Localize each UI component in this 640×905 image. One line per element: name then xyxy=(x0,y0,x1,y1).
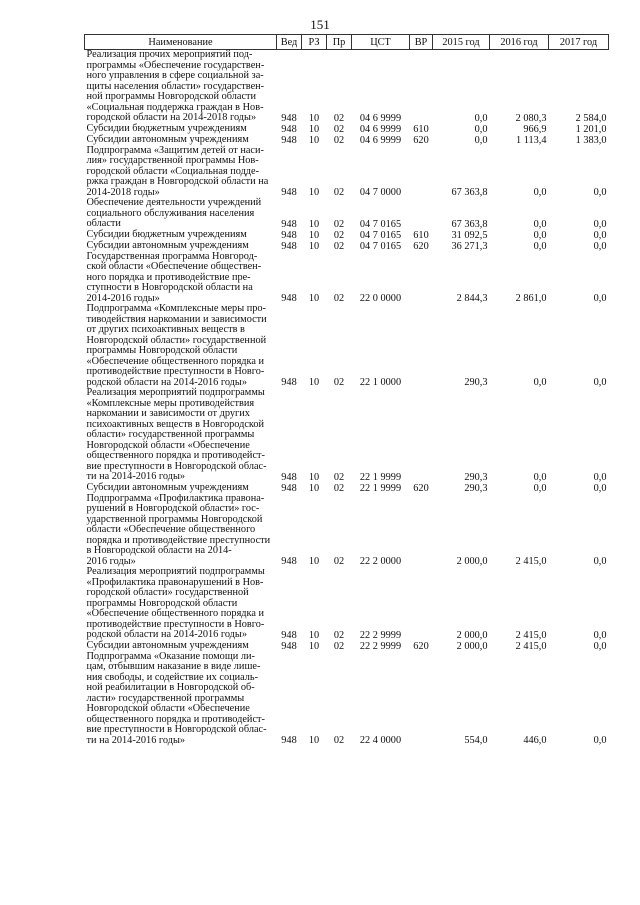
row-2016: 446,0 xyxy=(523,735,547,746)
header-cst: ЦСТ xyxy=(352,35,410,50)
row-pr: 02 xyxy=(333,471,345,483)
row-2016: 0,0 xyxy=(533,240,547,252)
row-2017: 0,0 xyxy=(593,471,607,483)
table-row xyxy=(85,304,609,388)
table-body xyxy=(85,50,609,747)
row-ved: 948 xyxy=(281,229,297,241)
row-cst: 22 2 0000 xyxy=(359,556,402,567)
row-name: Субсидии автономным учреждениям xyxy=(86,640,249,651)
row-pr: 02 xyxy=(333,556,345,567)
row-pr: 02 xyxy=(333,293,345,304)
table-row xyxy=(85,230,609,241)
table-row xyxy=(85,388,609,483)
row-rz: 10 xyxy=(308,640,320,652)
header-ved: Вед xyxy=(277,35,302,50)
row-2016: 2 415,0 xyxy=(515,629,547,641)
row-rz: 10 xyxy=(308,556,320,567)
header-pr: Пр xyxy=(327,35,352,50)
row-2015: 290,3 xyxy=(464,471,488,483)
row-rz: 10 xyxy=(308,134,320,146)
row-2015: 0,0 xyxy=(474,112,488,124)
row-ved: 948 xyxy=(281,134,297,146)
row-pr: 02 xyxy=(333,112,345,124)
row-cst: 04 6 9999 xyxy=(359,112,402,124)
table-row xyxy=(85,567,609,641)
table-row xyxy=(85,652,609,747)
row-2017: 0,0 xyxy=(593,629,607,641)
row-vr xyxy=(410,198,433,230)
row-rz: 10 xyxy=(308,187,320,198)
table-row xyxy=(85,135,609,146)
row-name: Подпрограмма «Комплексные меры про- тиводействия наркомании и зависимости от других психоактивных веществ в Новгородской области» государственной программы Новгородской области «Обеспечение общественного порядка и противодействие преступности в Новго- родской области на 2014-2016 годы» xyxy=(86,303,267,388)
header-2015: 2015 год xyxy=(433,35,490,50)
row-rz: 10 xyxy=(308,218,320,230)
row-2015: 67 363,8 xyxy=(451,187,488,198)
row-2017: 0,0 xyxy=(593,482,607,494)
row-2017: 0,0 xyxy=(593,187,607,198)
row-vr: 620 xyxy=(413,240,429,252)
row-2017: 0,0 xyxy=(593,735,607,746)
row-2016: 2 415,0 xyxy=(515,640,547,652)
row-rz: 10 xyxy=(308,629,320,641)
row-cst: 22 2 9999 xyxy=(359,640,402,652)
row-name: Реализация прочих мероприятий под- программы «Обеспечение государствен- ного управления в сфере социальной за- щиты населения области» государствен- ной программы Новгородской области «Социальная поддержка граждан в Нов- городской области на 2014-2018 годы» xyxy=(86,49,265,123)
table-row xyxy=(85,483,609,494)
row-2015: 290,3 xyxy=(464,377,488,388)
row-2017: 1 383,0 xyxy=(575,134,607,146)
row-pr: 02 xyxy=(333,629,345,641)
row-2016: 2 415,0 xyxy=(515,556,547,567)
row-rz: 10 xyxy=(308,377,320,388)
table-row xyxy=(85,124,609,135)
row-cst: 22 0 0000 xyxy=(359,293,402,304)
row-rz: 10 xyxy=(308,240,320,252)
row-name: Государственная программа Новгород- ской области «Обеспечение обществен- ного порядка и противодействие пре- ступности в Новгородской области на 2014-2016 годы» xyxy=(86,250,262,304)
row-pr: 02 xyxy=(333,377,345,388)
row-rz: 10 xyxy=(308,293,320,304)
row-2017: 0,0 xyxy=(593,556,607,567)
row-2015: 290,3 xyxy=(464,482,488,494)
row-2015: 36 271,3 xyxy=(451,240,488,252)
row-vr xyxy=(410,388,433,483)
row-2017: 0,0 xyxy=(593,240,607,252)
row-cst: 22 2 9999 xyxy=(359,629,402,641)
budget-table xyxy=(84,34,609,746)
row-pr: 02 xyxy=(333,218,345,230)
row-vr xyxy=(410,652,433,747)
row-2015: 2 000,0 xyxy=(456,640,488,652)
row-name: Субсидии автономным учреждениям xyxy=(86,240,249,251)
row-ved: 948 xyxy=(281,187,297,198)
row-cst: 22 1 0000 xyxy=(359,377,402,388)
row-ved: 948 xyxy=(281,556,297,567)
row-name: Обеспечение деятельности учреждений социального обслуживания населения области xyxy=(86,197,262,229)
row-2016: 0,0 xyxy=(533,471,547,483)
row-cst: 04 7 0165 xyxy=(359,240,402,252)
row-cst: 04 6 9999 xyxy=(359,123,402,135)
table-row xyxy=(85,641,609,652)
row-2016: 0,0 xyxy=(533,482,547,494)
row-pr: 02 xyxy=(333,123,345,135)
row-2016: 2 861,0 xyxy=(515,293,547,304)
header-2017: 2017 год xyxy=(549,35,609,50)
row-ved: 948 xyxy=(281,123,297,135)
row-name: Субсидии автономным учреждениям xyxy=(86,134,249,145)
row-2017: 2 584,0 xyxy=(575,112,607,124)
row-vr xyxy=(410,567,433,641)
row-2017: 0,0 xyxy=(593,377,607,388)
row-2016: 2 080,3 xyxy=(515,112,547,124)
row-cst: 04 7 0165 xyxy=(359,229,402,241)
row-vr xyxy=(410,50,433,124)
row-cst: 04 7 0000 xyxy=(359,187,402,198)
row-cst: 22 1 9999 xyxy=(359,471,402,483)
row-2017: 0,0 xyxy=(593,218,607,230)
row-name: Субсидии автономным учреждениям xyxy=(86,482,249,493)
row-name: Субсидии бюджетным учреждениям xyxy=(86,229,247,240)
row-2015: 67 363,8 xyxy=(451,218,488,230)
row-2017: 1 201,0 xyxy=(575,123,607,135)
row-ved: 948 xyxy=(281,629,297,641)
row-name: Реализация мероприятий подпрограммы «Комплексные меры противодействия наркомании и зависимости от других психоактивных веществ в Новгородской области» государственной программы Новгородской области «Обеспечение общественного порядка и противодейст- вие преступности в Новгородской облас- ти на 2014-2016 годы» xyxy=(86,387,267,482)
row-cst: 22 1 9999 xyxy=(359,482,402,494)
row-rz: 10 xyxy=(308,229,320,241)
page-number: 151 xyxy=(310,17,330,32)
row-vr: 610 xyxy=(413,123,429,135)
row-ved: 948 xyxy=(281,471,297,483)
row-vr: 620 xyxy=(413,134,429,146)
row-2015: 554,0 xyxy=(464,735,488,746)
row-2017: 0,0 xyxy=(593,293,607,304)
row-pr: 02 xyxy=(333,187,345,198)
row-2016: 0,0 xyxy=(533,229,547,241)
row-rz: 10 xyxy=(308,123,320,135)
row-vr: 620 xyxy=(413,482,429,494)
row-pr: 02 xyxy=(333,240,345,252)
row-rz: 10 xyxy=(308,482,320,494)
row-rz: 10 xyxy=(308,471,320,483)
row-pr: 02 xyxy=(333,735,345,746)
row-pr: 02 xyxy=(333,134,345,146)
row-2017: 0,0 xyxy=(593,640,607,652)
row-name: Подпрограмма «Оказание помощи ли- цам, отбывшим наказание в виде лише- ния свободы, и содействие их социаль- ной реабилитации в Новгородской об- ласти» государственной программы Новгородской области «Обеспечение общественного порядка и противодейст- вие преступности в Новгородской облас- ти на 2014-2016 годы» xyxy=(86,650,267,746)
row-2015: 0,0 xyxy=(474,134,488,146)
row-rz: 10 xyxy=(308,735,320,746)
row-ved: 948 xyxy=(281,640,297,652)
header-vr: ВР xyxy=(410,35,433,50)
row-name: Реализация мероприятий подпрограммы «Профилактика правонарушений в Нов- городской области» государственной программы Новгородской области «Обеспечение общественного порядка и противодействие преступности в Новго- родской области на 2014-2016 годы» xyxy=(86,566,265,640)
row-ved: 948 xyxy=(281,735,297,746)
row-2016: 0,0 xyxy=(533,187,547,198)
row-ved: 948 xyxy=(281,240,297,252)
row-pr: 02 xyxy=(333,482,345,494)
row-ved: 948 xyxy=(281,377,297,388)
table-header-row xyxy=(85,35,609,50)
header-2016: 2016 год xyxy=(490,35,549,50)
row-name: Подпрограмма «Защитим детей от наси- лия» государственной программы Нов- городской области «Социальная подде- ржка граждан в Новгородской области на 2014-2018 годы» xyxy=(86,144,269,198)
row-2017: 0,0 xyxy=(593,229,607,241)
row-name: Субсидии бюджетным учреждениям xyxy=(86,123,247,134)
row-vr: 620 xyxy=(413,640,429,652)
table-row xyxy=(85,241,609,252)
row-name: Подпрограмма «Профилактика правона- рушений в Новгородской области» гос- ударственной программы Новгородской области «Обеспечение общественного порядка и противодействие преступности в Новгородской области на 2014- 2016 годы» xyxy=(86,492,271,567)
row-2015: 2 844,3 xyxy=(456,293,488,304)
row-ved: 948 xyxy=(281,112,297,124)
row-vr: 610 xyxy=(413,229,429,241)
row-pr: 02 xyxy=(333,640,345,652)
row-2015: 2 000,0 xyxy=(456,556,488,567)
row-2016: 0,0 xyxy=(533,218,547,230)
table-row xyxy=(85,252,609,305)
row-ved: 948 xyxy=(281,218,297,230)
row-cst: 04 6 9999 xyxy=(359,134,402,146)
table-row xyxy=(85,50,609,124)
row-vr xyxy=(410,494,433,568)
row-vr xyxy=(410,146,433,199)
header-rz: РЗ xyxy=(302,35,327,50)
row-2015: 0,0 xyxy=(474,123,488,135)
row-rz: 10 xyxy=(308,112,320,124)
row-vr xyxy=(410,304,433,388)
row-vr xyxy=(410,252,433,305)
row-cst: 22 4 0000 xyxy=(359,735,402,746)
row-2015: 31 092,5 xyxy=(451,229,488,241)
row-pr: 02 xyxy=(333,229,345,241)
row-2016: 966,9 xyxy=(523,123,547,135)
row-ved: 948 xyxy=(281,482,297,494)
row-cst: 04 7 0165 xyxy=(359,218,402,230)
table-row xyxy=(85,198,609,230)
row-ved: 948 xyxy=(281,293,297,304)
table-row xyxy=(85,494,609,568)
row-2016: 1 113,4 xyxy=(515,134,547,146)
table-row xyxy=(85,146,609,199)
row-2015: 2 000,0 xyxy=(456,629,488,641)
row-2016: 0,0 xyxy=(533,377,547,388)
header-name: Наименование xyxy=(85,35,277,50)
